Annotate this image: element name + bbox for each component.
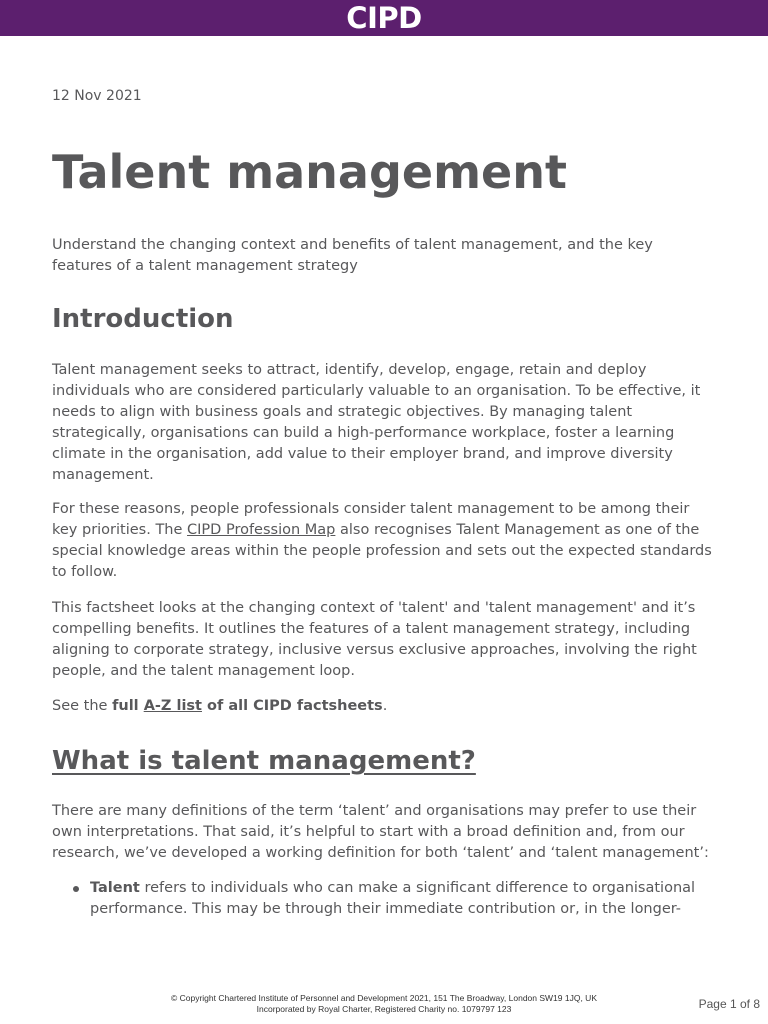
intro-paragraph-4 <box>52 696 712 717</box>
introduction-heading: Introduction <box>52 304 234 334</box>
bullet-icon <box>73 886 79 892</box>
cipd-logo[interactable]: CIPD <box>346 1 422 35</box>
a-z-list-link[interactable]: A-Z list <box>143 698 202 714</box>
list-item <box>52 878 712 920</box>
intro-p2-text-before: For these reasons, people professionals consider talent management to be among their key priorities. The <box>52 501 690 538</box>
what-is-heading[interactable]: What is talent management? <box>52 746 476 776</box>
publish-date: 12 Nov 2021 <box>52 88 142 104</box>
bullet-term: Talent <box>90 880 140 896</box>
page-title: Talent management <box>52 145 567 199</box>
full-text: full <box>112 698 144 714</box>
intro-p2-text-after: also recognises Talent Management as one of the special knowledge areas within the people profession and sets out the expected standards to follow. <box>52 522 712 580</box>
what-is-paragraph-1: There are many definitions of the term ‘talent’ and organisations may prefer to use their own interpretations. That said, it’s helpful to start with a broad definition and, from our research, we’ve developed a working definition for both ‘talent’ and ‘talent management’: <box>52 803 709 861</box>
intro-paragraph-1: Talent management seeks to attract, identify, develop, engage, retain and deploy individuals who are considered particularly valuable to an organisation. To be effective, it needs to align with business goals and strategic objectives. By managing talent strategically, organisations can build a high-performance workplace, foster a learning climate in the organisation, add value to their employer brand, and improve diversity management. <box>52 362 701 483</box>
period-text: . <box>382 698 388 714</box>
intro-paragraph-2 <box>52 499 712 583</box>
of-all-factsheets-text: of all CIPD factsheets <box>202 698 383 714</box>
definition-list <box>52 878 712 920</box>
see-the-text: See the <box>52 698 113 714</box>
footer <box>0 993 768 1015</box>
profession-map-link[interactable]: CIPD Profession Map <box>187 522 336 538</box>
bullet-text: refers to individuals who can make a significant difference to organisational performance. This may be through their immediate contribution or, in the longer- <box>90 880 696 917</box>
footer-copyright: © Copyright Chartered Institute of Personnel and Development 2021, 151 The Broadway, London SW19 1JQ, UK <box>170 993 597 1003</box>
intro-paragraph-3: This factsheet looks at the changing context of 'talent' and 'talent management' and it’s compelling benefits. It outlines the features of a talent management strategy, including aligning to corporate strategy, inclusive versus exclusive approaches, involving the right people, and the talent management loop. <box>52 600 697 679</box>
page-number: Page 1 of 8 <box>698 997 760 1011</box>
article-summary: Understand the changing context and benefits of talent management, and the key features of a talent management strategy <box>52 237 653 274</box>
footer-charity: Incorporated by Royal Charter, Registered Charity no. 1079797 123 <box>256 1004 512 1014</box>
